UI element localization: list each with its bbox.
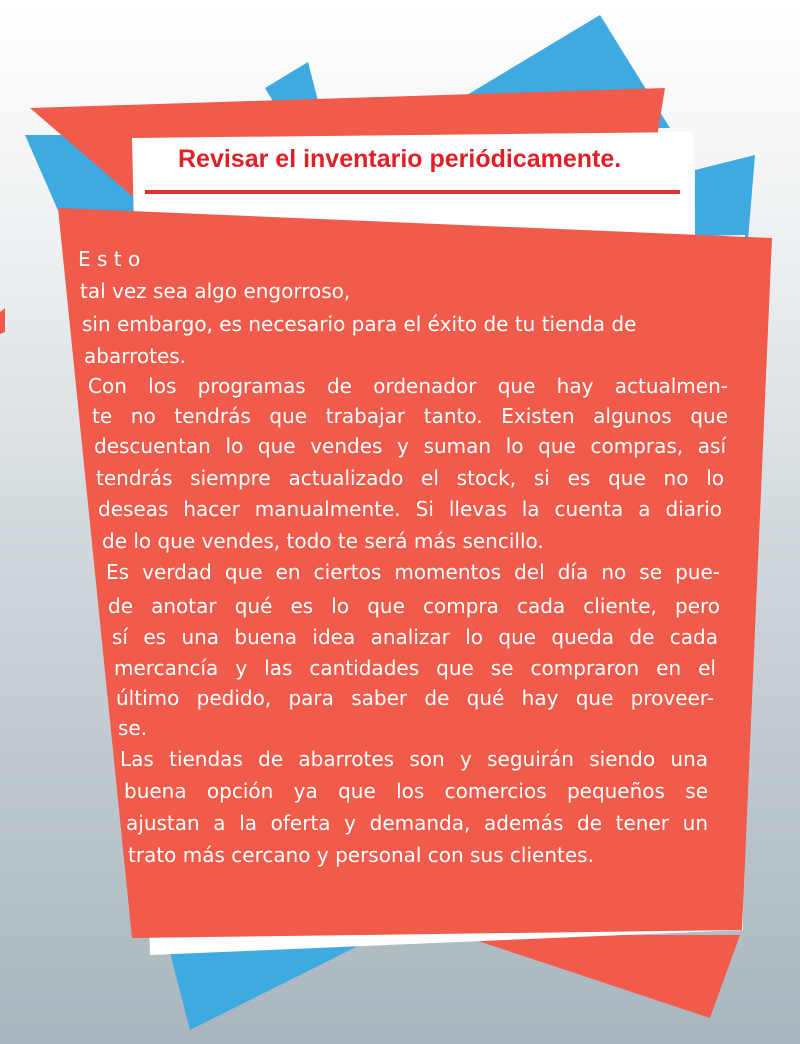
body-line: Las tiendas de abarrotes son y seguirán siendo una xyxy=(120,747,708,771)
body-line: de anotar qué es lo que compra cada cliente, pero xyxy=(108,594,720,618)
body-line: sí es una buena idea analizar lo que queda de cada xyxy=(112,625,718,649)
body-line: de lo que vendes, todo te será más sencillo. xyxy=(102,529,544,553)
page-title: Revisar el inventario periódicamente. xyxy=(178,145,622,173)
body-line: abarrotes. xyxy=(84,344,187,368)
body-line: ajustan a la oferta y demanda, además de tener un xyxy=(126,811,708,835)
body-line: sin embargo, es necesario para el éxito de tu tienda de xyxy=(82,312,637,336)
body-line: Con los programas de ordenador que hay actualmen- xyxy=(88,374,728,398)
body-line: mercancía y las cantidades que se compraron en el xyxy=(114,656,716,680)
body-line: E s t o xyxy=(78,247,141,271)
bottom-red-shape xyxy=(460,935,740,1018)
body-line: deseas hacer manualmente. Si llevas la cuenta a diario xyxy=(98,497,722,521)
body-line: buena opción ya que los comercios pequeños se xyxy=(124,779,708,803)
body-line: descuentan lo que vendes y suman lo que compras, así xyxy=(94,434,726,458)
body-line: trato más cercano y personal con sus clientes. xyxy=(128,843,594,867)
title-underline xyxy=(145,190,680,194)
body-line: último pedido, para saber de qué hay que proveer- xyxy=(116,686,714,710)
body-line: tal vez sea algo engorroso, xyxy=(80,279,351,303)
body-line: tendrás siempre actualizado el stock, si es que no lo xyxy=(96,466,724,490)
body-line: Es verdad que en ciertos momentos del día no se pue- xyxy=(106,560,720,584)
left-red-sliver xyxy=(0,308,5,334)
right-blue-shape xyxy=(695,155,755,240)
body-line: te no tendrás que trabajar tanto. Existen algunos que xyxy=(92,404,728,428)
bottom-blue-shape xyxy=(168,945,360,1030)
body-line: se. xyxy=(118,716,148,740)
